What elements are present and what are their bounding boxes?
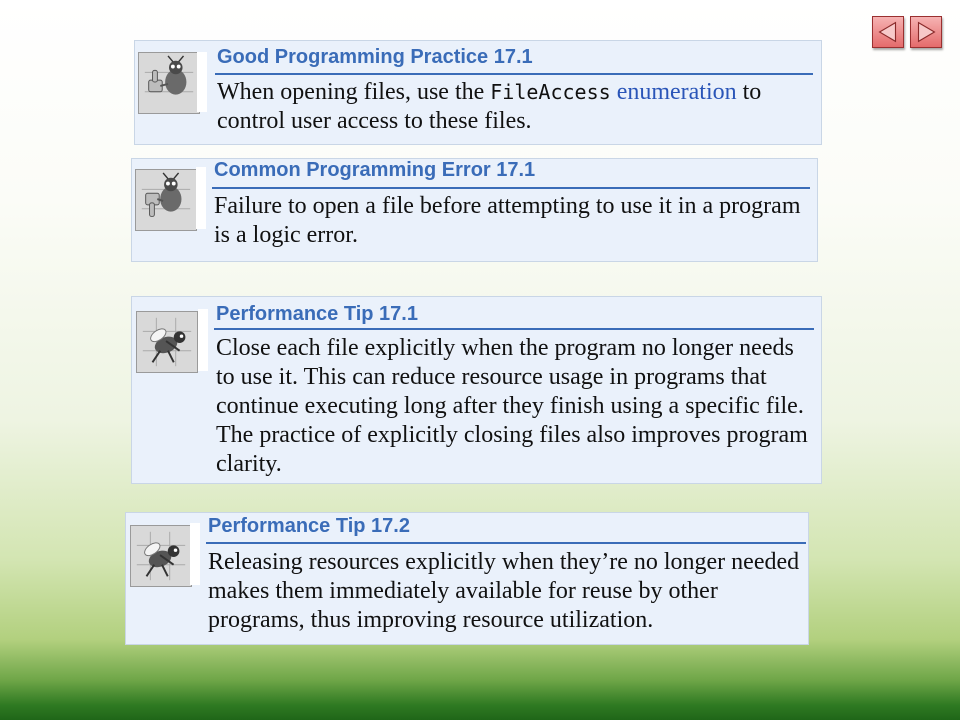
tip-box-good-practice [134,40,822,145]
tip-title: Common Programming Error 17.1 [214,159,536,181]
tip-body: Close each file explicitly when the program no longer needs to use it. This can reduce resource usage in programs that continue executing long after they finish using a specific file. The practice of explicitly closing files also improves program clarity. [216,335,808,477]
tip-box-performance-2 [125,512,809,645]
tip-title: Performance Tip 17.2 [208,515,410,537]
tip-title: Performance Tip 17.1 [216,303,418,325]
icon-separator [196,167,206,229]
code-fileaccess: FileAccess [490,80,611,104]
title-rule [206,542,806,544]
highlight-enumeration: enumeration [610,79,737,105]
tip-box-common-error [131,158,818,262]
icon-separator [190,523,200,585]
right-triangle-icon [911,17,941,47]
title-rule [212,187,810,189]
running-bug-icon [136,311,198,373]
body-text-before: When opening files, use the [217,79,491,105]
left-triangle-icon [873,17,903,47]
tip-body: Releasing resources explicitly when they’re no longer needed makes them immediately available for reuse by other programs, thus improving resource utilization. [208,549,800,633]
thumbs-down-bug-icon [135,169,197,231]
previous-slide-button[interactable] [872,16,904,48]
icon-separator [198,309,208,371]
tip-body [217,78,817,136]
title-rule [215,73,813,75]
title-rule [214,328,814,330]
running-bug-icon [130,525,192,587]
tip-box-performance-1 [131,296,822,484]
body-text-after: to control user access to these files. [217,79,762,134]
icon-separator [197,52,207,112]
next-slide-button[interactable] [910,16,942,48]
tip-body: Failure to open a file before attempting to use it in a program is a logic error. [214,193,801,248]
thumbs-up-bug-icon [138,52,200,114]
tip-title: Good Programming Practice 17.1 [217,46,533,68]
